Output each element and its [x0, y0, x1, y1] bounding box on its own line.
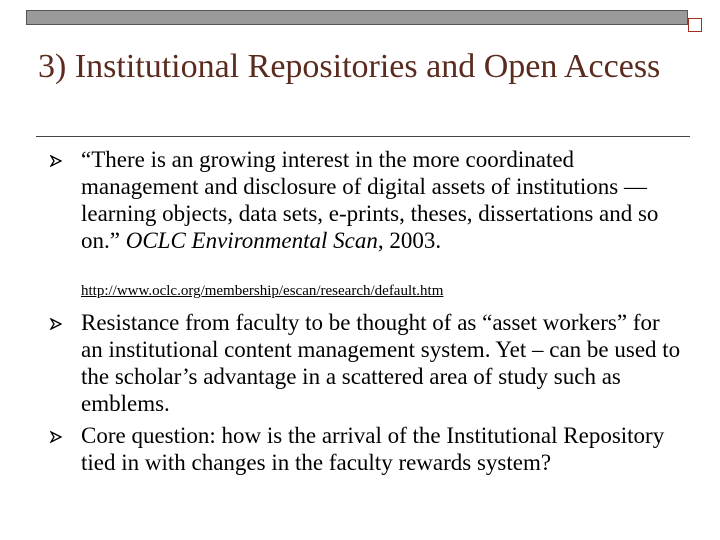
source-title: OCLC Environmental Scan: [125, 228, 378, 253]
slide-title: 3) Institutional Repositories and Open Access: [38, 48, 661, 85]
title-divider: [36, 136, 690, 137]
quote-text: “There is an growing interest in the more coordinated management and disclosure of digital assets of institutions — learning objects, data sets, e-prints, theses, dissertations and so on.”: [81, 147, 659, 253]
source-link[interactable]: http://www.oclc.org/membership/escan/research/default.htm: [81, 283, 444, 299]
arrow-bullet-icon: [50, 155, 62, 167]
bullet-text: Resistance from faculty to be thought of as “asset workers” for an institutional content management system. Yet – can be used to the scholar’s advantage in a scattered area of study such as emblems.: [81, 310, 681, 416]
decorative-corner-box: [688, 18, 702, 32]
arrow-bullet-icon: [50, 318, 62, 330]
bullet-text: [81, 146, 681, 254]
arrow-bullet-icon: [50, 431, 62, 443]
bullet-text: Core question: how is the arrival of the Institutional Repository tied in with changes in the faculty rewards system?: [81, 423, 665, 475]
decorative-top-bar: [26, 10, 688, 25]
source-year: , 2003.: [377, 228, 442, 253]
